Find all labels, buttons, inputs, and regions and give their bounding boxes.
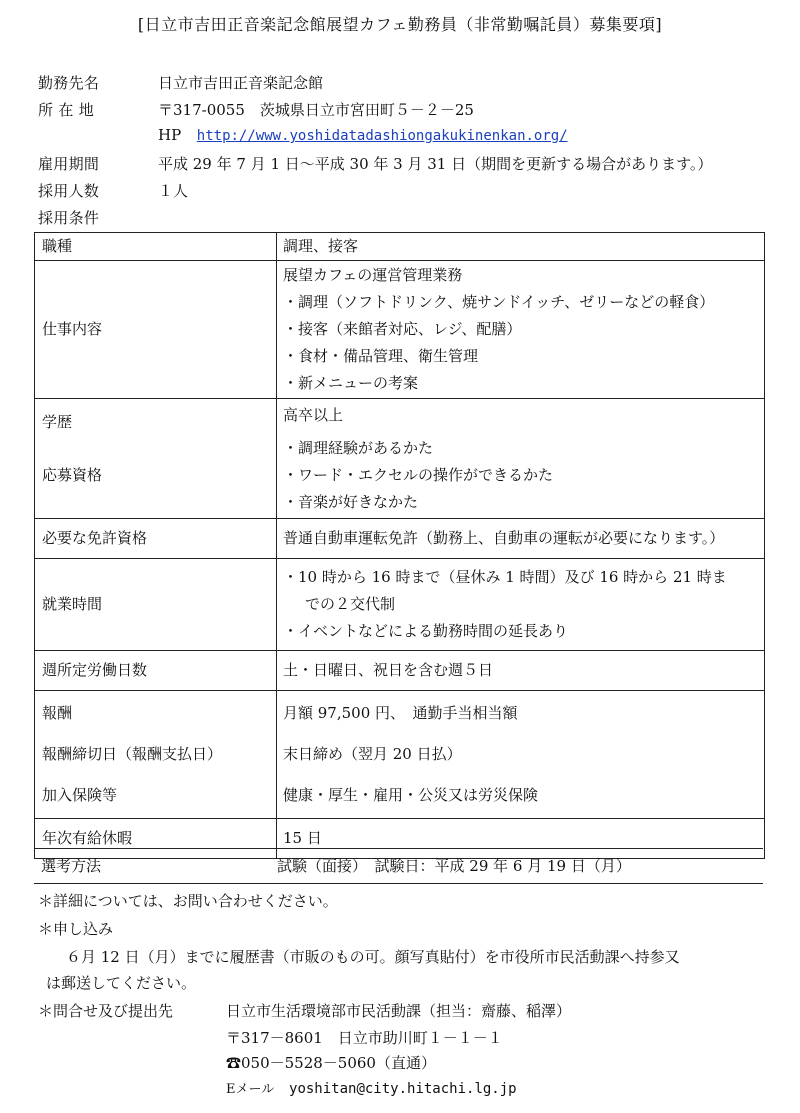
pay-values: [277, 691, 765, 819]
duties-label: 仕事内容: [35, 261, 277, 399]
table-row-pay: [35, 691, 765, 819]
headcount-label: 採用人数: [38, 182, 100, 200]
period-row: [38, 153, 778, 175]
homepage-link[interactable]: http://www.yoshidatadashiongakukinenkan.org/: [196, 128, 568, 144]
duties-line: ・食材・備品管理、衛生管理: [283, 347, 479, 365]
period-label: 雇用期間: [38, 155, 100, 173]
table-row-duties: [35, 261, 765, 399]
pay-label: 報酬: [42, 704, 73, 722]
payday-label: 報酬締切日（報酬支払日）: [42, 745, 223, 763]
hours-cell: [277, 559, 765, 651]
job-type-value: 調理、接客: [277, 233, 765, 261]
education-label: 学歴: [42, 412, 73, 431]
conditions-label: 採用条件: [38, 209, 100, 227]
note-details: ＊詳細については、お問い合わせください。: [38, 892, 338, 910]
table-row-hours: [35, 559, 765, 651]
leave-label: 年次有給休暇: [35, 819, 277, 859]
hours-line: ・イベントなどによる勤務時間の延長あり: [283, 622, 569, 640]
duties-line: 展望カフェの運営管理業務: [283, 266, 463, 284]
qualification-line: ・調理経験があるかた: [283, 438, 434, 457]
license-label: 必要な免許資格: [35, 519, 277, 559]
requirements-table: [34, 232, 765, 859]
workplace-label: 勤務先名: [38, 74, 100, 92]
contact-email-line: [226, 1078, 517, 1097]
address-value: 〒317-0055 茨城県日立市宮田町５－２－25: [158, 101, 474, 119]
qualification-cell: [277, 399, 765, 519]
contact-address: 〒317－8601 日立市助川町１－１－１: [226, 1029, 503, 1047]
days-value: 土・日曜日、祝日を含む週５日: [277, 651, 765, 691]
license-value: 普通自動車運転免許（勤務上、自動車の運転が必要になります。）: [277, 519, 765, 559]
application-line-1: ６月 12 日（月）までに履歴書（市販のもの可。顔写真貼付）を市役所市民活動課へ持参又: [66, 948, 680, 966]
duties-line: ・接客（来館者対応、レジ、配膳）: [283, 320, 522, 338]
hours-label: 就業時間: [35, 559, 277, 651]
contact-department: 日立市生活環境部市民活動課（担当：齋藤、稲澤）: [226, 1002, 572, 1020]
table-row-license: [35, 519, 765, 559]
job-type-label: 職種: [35, 233, 277, 261]
hp-line: [158, 126, 568, 144]
workplace-value: 日立市吉田正音楽記念館: [158, 74, 324, 92]
selection-method-row: [34, 848, 763, 884]
table-row-qualification: [35, 399, 765, 519]
workplace-row: [38, 72, 778, 94]
education-value: 高卒以上: [283, 405, 344, 424]
table-row-job-type: [35, 233, 765, 261]
email-label: Eメール: [226, 1082, 275, 1097]
duties-line: ・調理（ソフトドリンク、焼サンドイッチ、ゼリーなどの軽食）: [283, 293, 715, 311]
qualification-line: ・ワード・エクセルの操作ができるかた: [283, 465, 554, 484]
conditions-row: [38, 207, 778, 229]
insurance-label: 加入保険等: [42, 786, 118, 804]
pay-value: 月額 97,500 円、 通勤手当相当額: [283, 704, 518, 722]
hours-line: ・10 時から 16 時まで（昼休み 1 時間）及び 16 時から 21 時ま: [283, 568, 727, 586]
qualification-line: ・音楽が好きなかた: [283, 492, 419, 511]
duties-cell: [277, 261, 765, 399]
hp-row: [38, 126, 778, 148]
hp-label: HP: [158, 126, 182, 144]
insurance-value: 健康・厚生・雇用・公災又は労災保険: [283, 786, 539, 804]
headcount-value: １人: [158, 182, 189, 200]
payday-value: 末日締め（翌月 20 日払）: [283, 745, 462, 763]
contact-email[interactable]: yoshitan@city.hitachi.lg.jp: [289, 1081, 517, 1097]
duties-line: ・新メニューの考案: [283, 374, 419, 392]
hours-line: での２交代制: [305, 595, 396, 613]
pay-labels: [35, 691, 277, 819]
leave-value: 15 日: [277, 819, 765, 859]
application-line-2: は郵送してください。: [46, 974, 197, 992]
headcount-row: [38, 180, 778, 202]
contact-label: ＊問合せ及び提出先: [38, 1002, 174, 1020]
note-application: ＊申し込み: [38, 920, 114, 938]
contact-phone: ☎050－5528－5060（直通）: [226, 1054, 436, 1072]
period-value: 平成 29 年 7 月 1 日～平成 30 年 3 月 31 日（期間を更新する場合があります。）: [158, 155, 713, 173]
page-title: [日立市吉田正音楽記念館展望カフェ勤務員（非常勤嘱託員）募集要項]: [137, 15, 663, 34]
selection-label: 選考方法: [41, 857, 102, 875]
qualification-label: 応募資格: [42, 465, 103, 484]
education-qualification-labels: [35, 399, 277, 519]
table-row-days: [35, 651, 765, 691]
days-label: 週所定労働日数: [35, 651, 277, 691]
address-label: 所 在 地: [38, 101, 95, 119]
address-row: [38, 99, 778, 121]
selection-value: 試験（面接） 試験日：平成 29 年 6 月 19 日（月）: [277, 857, 631, 875]
